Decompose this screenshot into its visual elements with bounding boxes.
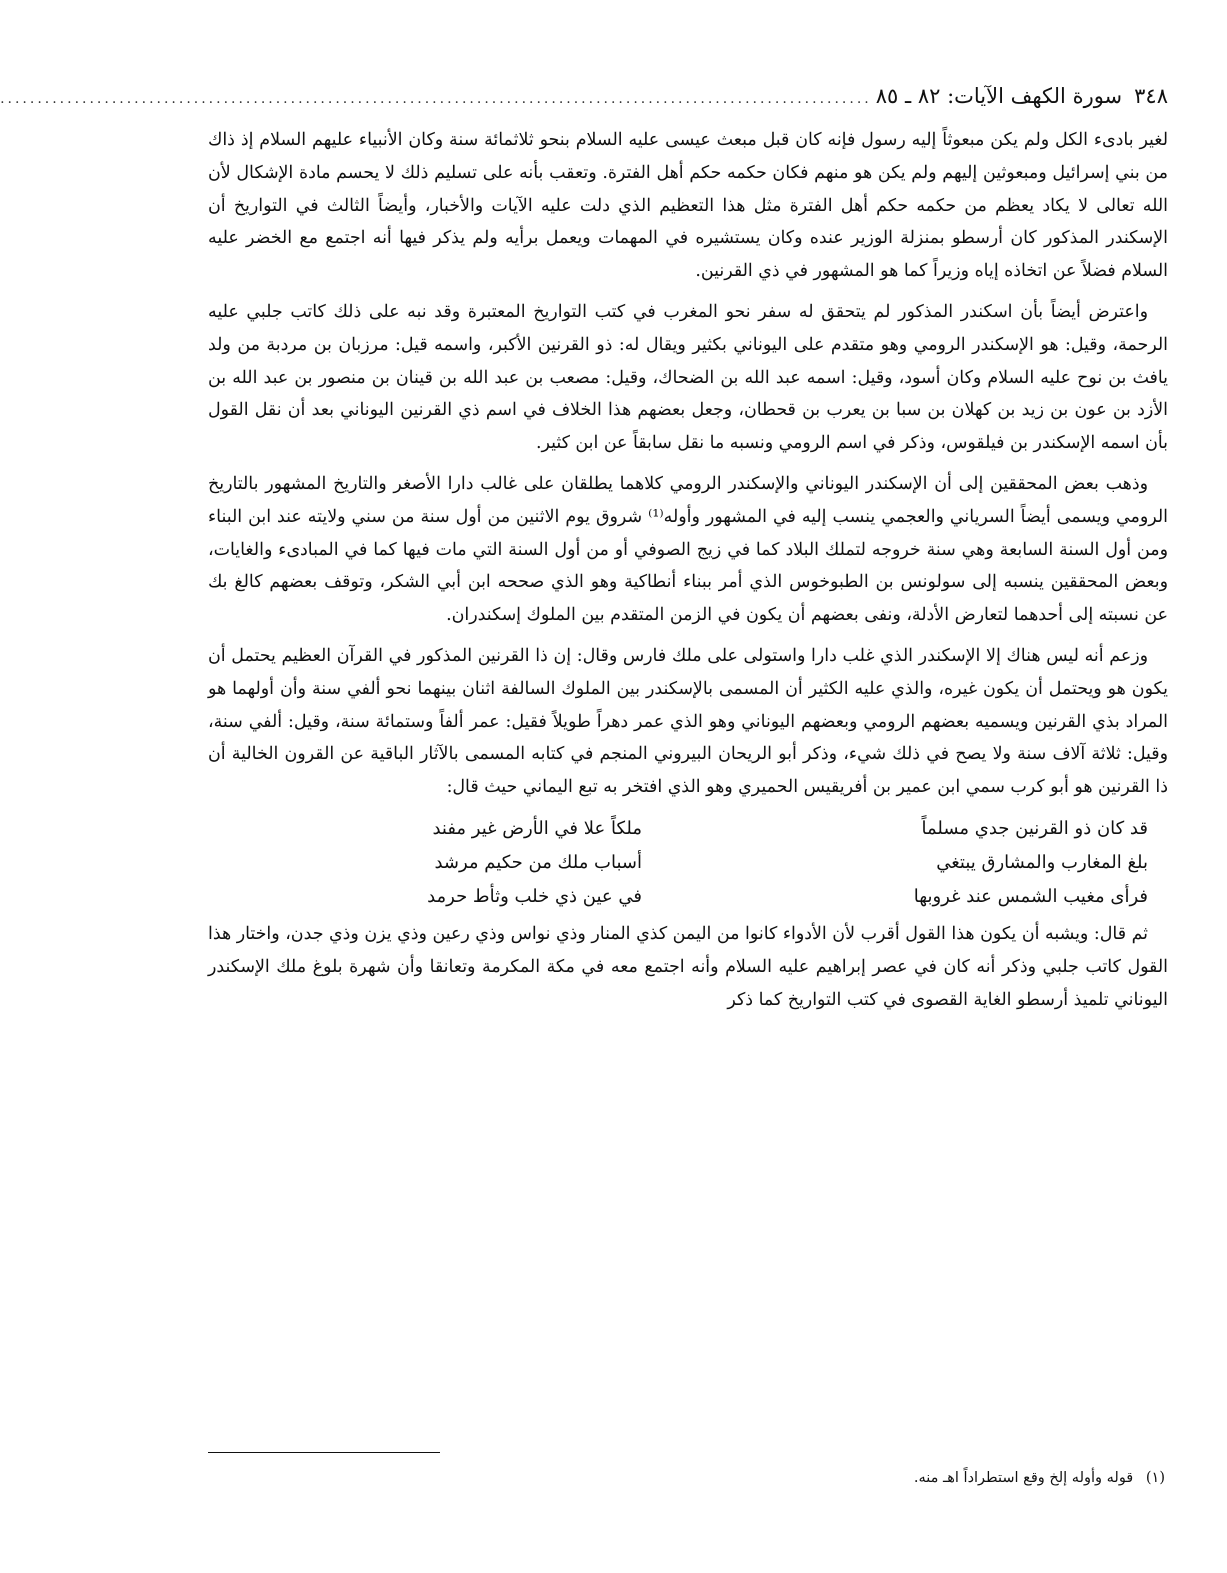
paragraph-1: لغير بادىء الكل ولم يكن مبعوثاً إليه رسول فإنه كان قبل مبعث عيسى عليه السلام بنحو ثلاثمائة سنة وكان الأنبياء عليهم السلام إذ ذاك من بني إسرائيل ومبعوثين إليهم ولم يكن هو منهم فكان حكمه حكم أهل الفترة. وتعقب بأنه على تسليم ذلك لا يحسم مادة الإشكال لأن الله تعالى لا يكاد يعظم من حكمه حكم أهل الفترة مثل هذا التعظيم الذي دلت عليه الآيات والأخبار، وأيضاً الثالث في التواريخ أن الإسكندر المذكور كان أرسطو بمنزلة الوزير عنده وكان يستشيره في المهمات ويعمل برأيه ولم يذكر فيها أنه اجتمع مع الخضر عليه السلام فضلاً عن اتخاذه إياه وزيراً كما هو المشهور في ذي القرنين. xyxy=(208,130,1169,282)
poem-verse xyxy=(228,880,1148,914)
paragraph-2: واعترض أيضاً بأن اسكندر المذكور لم يتحقق له سفر نحو المغرب في كتب التواريخ المعتبرة وقد نبه على ذلك كاتب جلبي عليه الرحمة، وقيل: هو الإسكندر الرومي وهو متقدم على اليوناني بكثير ويقال له: ذو القرنين الأكبر، واسمه قيل: مرزبان بن مردبة من ولد يافث بن نوح عليه السلام وكان أسود، وقيل: اسمه عبد الله بن الضحاك، وقيل: مصعب بن عبد الله بن قينان بن منصور بن عبد الله بن الأزد بن عون بن زيد بن كهلان بن سبا بن يعرب بن قحطان، وجعل بعضهم هذا الخلاف في اسم ذي القرنين اليوناني بعد أن نقل القول بأن اسمه الإسكندر بن فيلقوس، وذكر في اسم الرومي ونسبه ما نقل سابقاً عن ابن كثير. xyxy=(208,301,1168,454)
page-number: ٣٤٨ xyxy=(1134,84,1168,108)
poem-verse xyxy=(228,812,1148,846)
poem-hemistich-left: ملكاً علا في الأرض غير مفند xyxy=(432,817,642,839)
poem-hemistich-left: أسباب ملك من حكيم مرشد xyxy=(434,851,642,873)
surah-title: سورة الكهف الآيات: ٨٢ ـ ٨٥ xyxy=(875,84,1123,108)
poem-hemistich-right: فرأى مغيب الشمس عند غروبها xyxy=(913,885,1148,907)
poem-hemistich-right: قد كان ذو القرنين جدي مسلماً xyxy=(921,817,1148,839)
footnote-text: قوله وأوله إلخ وقع استطراداً اهـ منه. xyxy=(913,1470,1134,1486)
poem-verse xyxy=(228,846,1148,880)
footnote xyxy=(914,1470,1165,1486)
poem xyxy=(208,812,1168,914)
footnote-number: (١) xyxy=(1145,1470,1165,1486)
poem-hemistich-left: في عين ذي خلب وثأط حرمد xyxy=(427,885,642,907)
paragraph-3: وذهب بعض المحققين إلى أن الإسكندر اليوناني والإسكندر الرومي كلاهما يطلقان على غالب دارا الأصغر والتاريخ المشهور بالتاريخ الرومي ويسمى أيضاً السرياني والعجمي ينسب إليه في المشهور وأوله⁽¹⁾ شروق يوم الاثنين من أول سنة من سني ولايته عند ابن البناء ومن أول السنة السابعة وهي سنة خروجه لتملك البلاد كما في زيج الصوفي أو من أول السنة التي مات فيها كما في المبادىء والغايات، وبعض المحققين ينسبه إلى سولونس بن الطبوخوس الذي أمر ببناء أنطاكية وهو الذي صححه ابن أبي الشكر، وتوقف بعضهم كالغ بك عن نسبته إلى أحدهما لتعارض الأدلة، ونفى بعضهم أن يكون في الزمن المتقدم بين الملوك إسكندران. xyxy=(208,473,1168,626)
header-leader-dots: ..................................................................................................................... xyxy=(0,91,872,107)
poem-hemistich-right: بلغ المغارب والمشارق يبتغي xyxy=(936,851,1148,873)
page xyxy=(0,84,1169,1024)
running-header xyxy=(0,84,1168,118)
paragraph-4: وزعم أنه ليس هناك إلا الإسكندر الذي غلب دارا واستولى على ملك فارس وقال: إن ذا القرنين المذكور في القرآن العظيم يحتمل أن يكون هو ويحتمل أن يكون غيره، والذي عليه الكثير أن المسمى بالإسكندر بين الملوك السالفة اثنان بينهما نحو ألفي سنة وأن أولهما هو المراد بذي القرنين ويسميه بعضهم الرومي وبعضهم اليوناني وهو الذي عمر دهراً طويلاً فقيل: عمر ألفاً وستمائة سنة، وقيل: ألفي سنة، وقيل: ثلاثة آلاف سنة ولا يصح في ذلك شيء، وذكر أبو الريحان البيروني المنجم في كتابه المسمى بالآثار الباقية عن القرون الخالية أن ذا القرنين هو أبو كرب سمي ابن عمير بن أفريقيس الحميري وهو الذي افتخر به تبع اليماني حيث قال: xyxy=(208,645,1168,798)
body-text xyxy=(208,124,1168,1016)
footnote-divider xyxy=(208,1452,440,1453)
paragraph-closing: ثم قال: ويشبه أن يكون هذا القول أقرب لأن الأدواء كانوا من اليمن كذي المنار وذي نواس وذي رعين وذي يزن وذي جدن، واختار هذا القول كاتب جلبي وذكر أنه كان في عصر إبراهيم عليه السلام وأنه اجتمع معه في مكة المكرمة وتعانقا وأن شهرة بلوغ ملك الإسكندر اليوناني تلميذ أرسطو الغاية القصوى في كتب التواريخ كما ذكر xyxy=(208,923,1168,1010)
